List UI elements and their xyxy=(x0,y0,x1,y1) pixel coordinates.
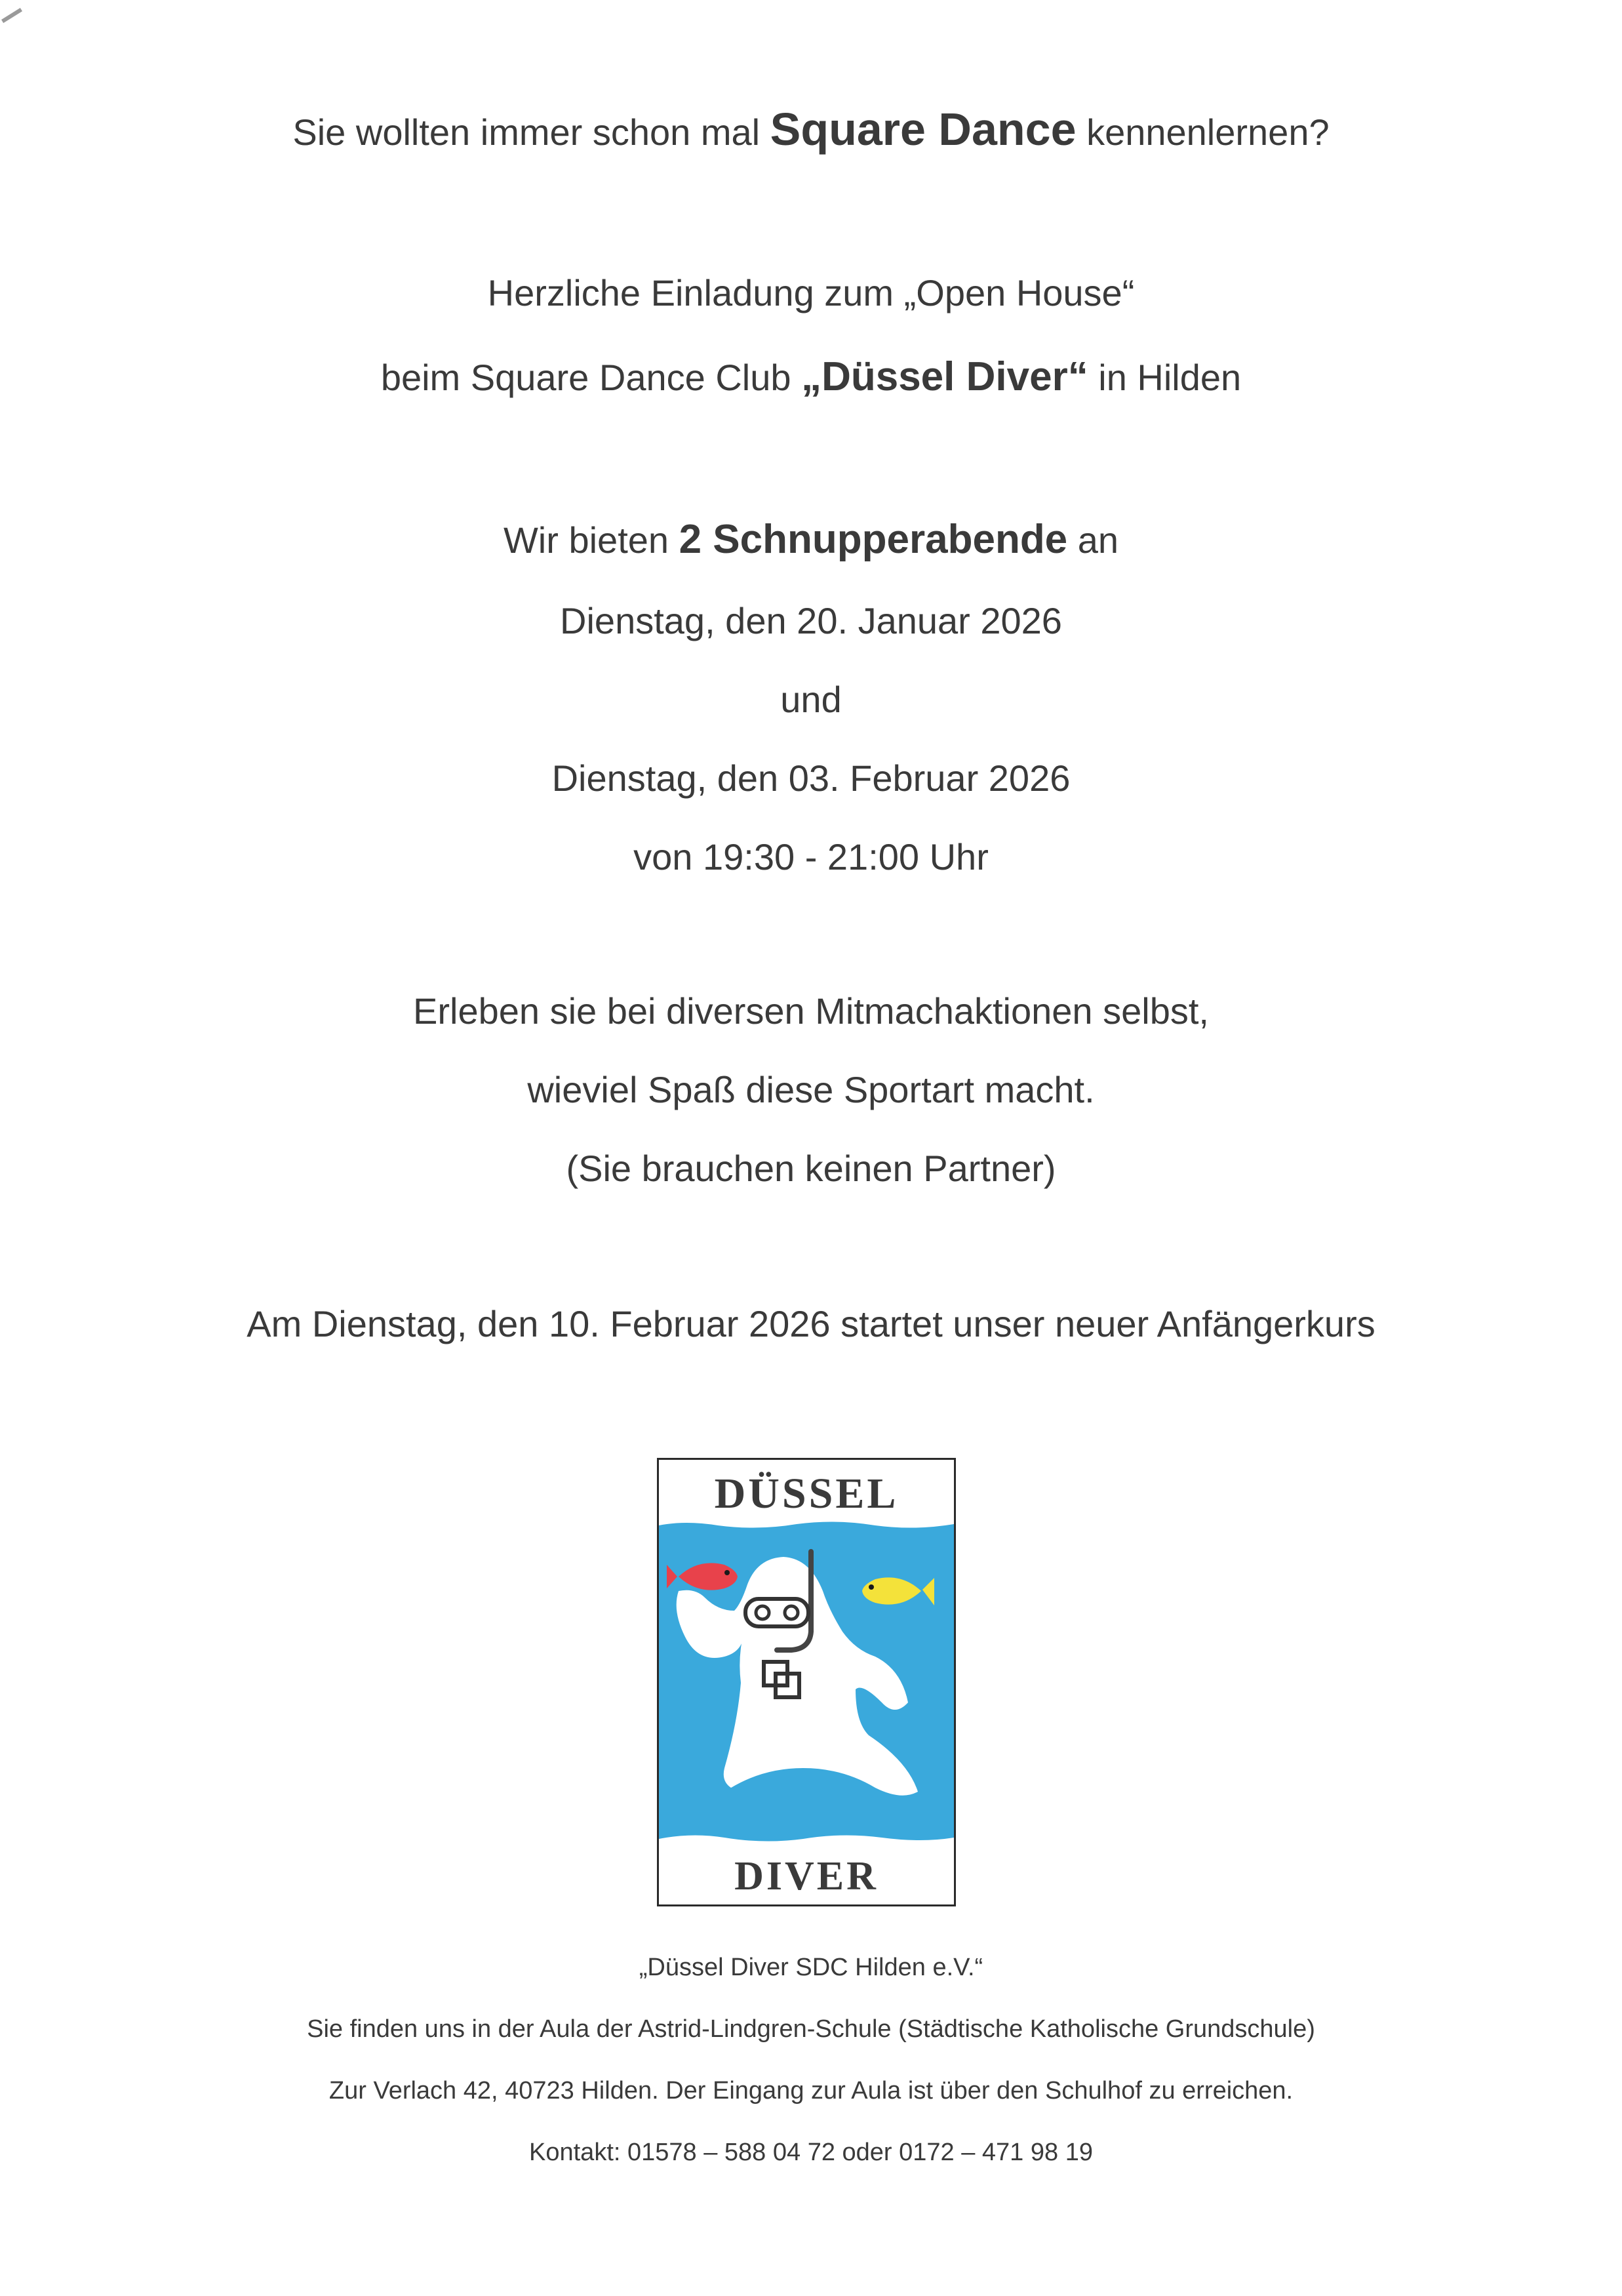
offer-line xyxy=(0,515,1622,564)
date-2: Dienstag, den 03. Februar 2026 xyxy=(551,757,1071,799)
experience-line-2: wieviel Spaß diese Sportart macht. xyxy=(527,1069,1095,1110)
headline xyxy=(0,102,1622,157)
club-logo xyxy=(657,1458,956,1906)
footer-location-1: Sie finden uns in der Aula der Astrid-Lindgren-Schule (Städtische Katholische Grundschule) xyxy=(307,2015,1315,2043)
logo-bottom-text: DIVER xyxy=(734,1854,879,1899)
footer-contact: Kontakt: 01578 – 588 04 72 oder 0172 – 471 98 19 xyxy=(529,2139,1093,2166)
invitation-line-2 xyxy=(0,353,1622,401)
invitation-line-1: Herzliche Einladung zum „Open House“ xyxy=(487,272,1135,313)
footer-location-2: Zur Verlach 42, 40723 Hilden. Der Eingang zur Aula ist über den Schulhof zu erreichen. xyxy=(328,2077,1294,2105)
logo-artwork xyxy=(659,1460,954,1904)
offer-bold: 2 Schnupperabende xyxy=(679,517,1068,562)
invitation-line-2-post: in Hilden xyxy=(1088,357,1242,398)
experience-line-3: (Sie brauchen keinen Partner) xyxy=(566,1148,1056,1189)
offer-post: an xyxy=(1067,519,1119,561)
experience-line-1: Erleben sie bei diversen Mitmachaktionen selbst, xyxy=(413,990,1209,1032)
logo-top-text: DÜSSEL xyxy=(714,1470,899,1518)
headline-post: kennenlernen? xyxy=(1076,111,1330,153)
club-name-bold: „Düssel Diver“ xyxy=(801,354,1088,399)
scan-corner-mark xyxy=(1,8,22,23)
course-announcement: Am Dienstag, den 10. Februar 2026 startet unser neuer Anfängerkurs xyxy=(247,1303,1375,1344)
date-1: Dienstag, den 20. Januar 2026 xyxy=(560,600,1062,641)
invitation-line-2-pre: beim Square Dance Club xyxy=(380,357,802,398)
footer-club-name: „Düssel Diver SDC Hilden e.V.“ xyxy=(639,1954,983,1981)
headline-pre: Sie wollten immer schon mal xyxy=(292,111,770,153)
date-connector: und xyxy=(780,679,842,720)
offer-pre: Wir bieten xyxy=(503,519,679,561)
time: von 19:30 - 21:00 Uhr xyxy=(633,836,989,877)
headline-bold: Square Dance xyxy=(770,104,1077,155)
